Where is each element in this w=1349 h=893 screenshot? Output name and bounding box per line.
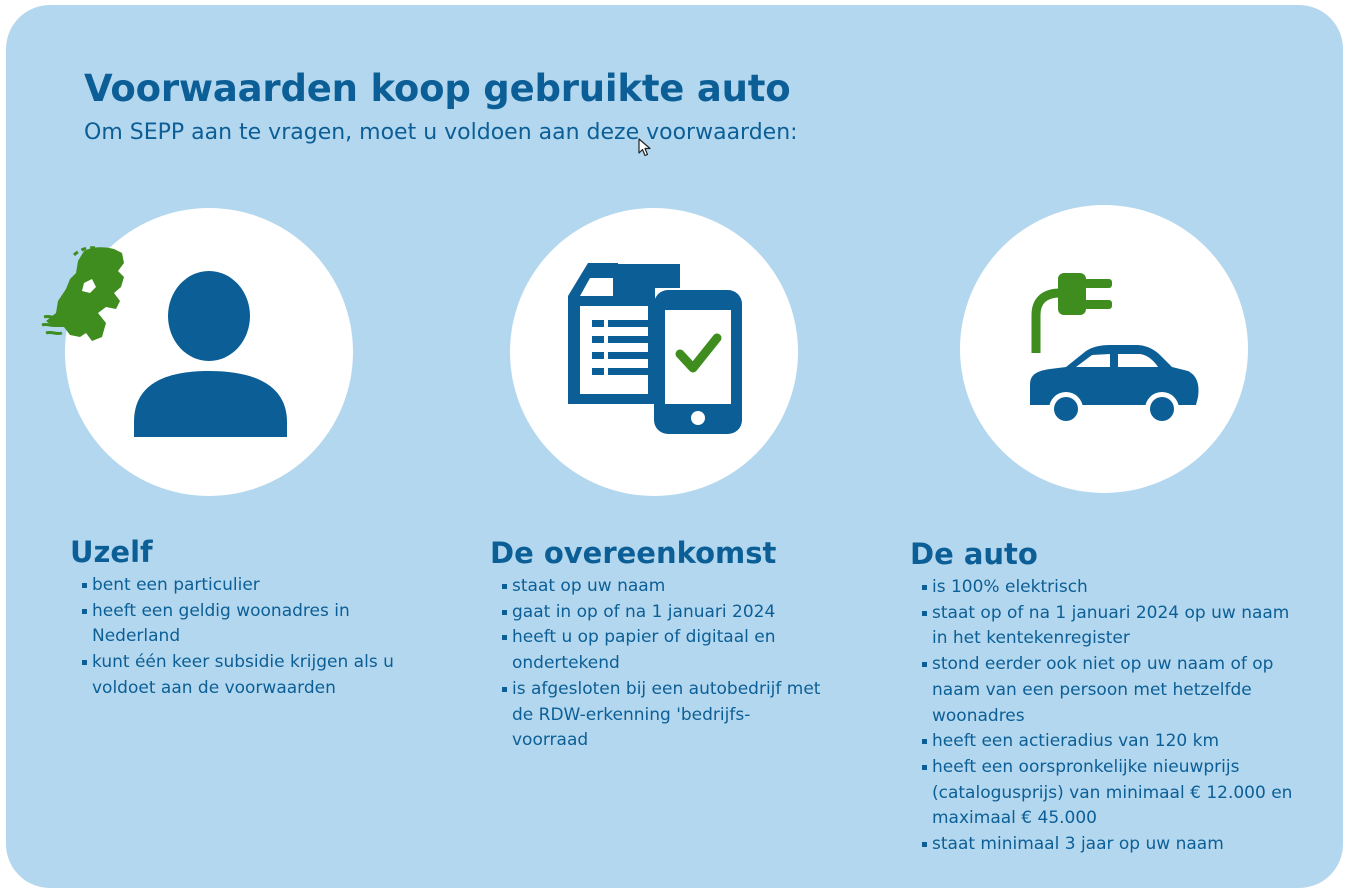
page-title: Voorwaarden koop gebruikte auto	[84, 67, 791, 110]
electric-car-plug-icon	[960, 205, 1248, 493]
list-item: heeft u op papier of digitaal en ondertekend	[502, 625, 825, 676]
document-phone-check-icon	[510, 208, 798, 496]
column-auto	[910, 537, 1300, 858]
circle-overeenkomst	[510, 208, 798, 496]
netherlands-map-icon	[36, 243, 131, 348]
column-heading: De auto	[910, 537, 1038, 571]
list-item: heeft een geldig woonadres in Nederland	[82, 599, 410, 650]
list-item: bent een particulier	[82, 573, 410, 599]
circle-auto	[960, 205, 1248, 493]
list-item: heeft een oorspronkelijke nieuwprijs (catalogusprijs) van minimaal € 12.000 en maximaal € 45.000	[922, 755, 1300, 832]
infographic-panel	[6, 5, 1343, 888]
column-overeenkomst	[490, 536, 825, 754]
list-item: staat minimaal 3 jaar op uw naam	[922, 832, 1300, 858]
column-heading: Uzelf	[70, 535, 153, 569]
list-item: kunt één keer subsidie krijgen als u voldoet aan de voorwaarden	[82, 650, 410, 701]
list-item: is afgesloten bij een autobedrijf met de RDW-erkenning 'bedrijfs-voorraad	[502, 677, 825, 754]
list-item: gaat in op of na 1 januari 2024	[502, 600, 825, 626]
page-subtitle: Om SEPP aan te vragen, moet u voldoen aan deze voorwaarden:	[84, 120, 798, 145]
mouse-cursor-icon	[638, 138, 652, 158]
column-heading: De overeenkomst	[490, 536, 777, 570]
condition-list	[910, 575, 1300, 858]
list-item: staat op uw naam	[502, 574, 825, 600]
list-item: stond eerder ook niet op uw naam of op naam van een persoon met hetzelfde woonadres	[922, 652, 1300, 729]
condition-list	[490, 574, 825, 754]
list-item: is 100% elektrisch	[922, 575, 1300, 601]
column-uzelf	[70, 535, 410, 702]
list-item: staat op of na 1 januari 2024 op uw naam in het kentekenregister	[922, 601, 1300, 652]
condition-list	[70, 573, 410, 702]
list-item: heeft een actieradius van 120 km	[922, 729, 1300, 755]
